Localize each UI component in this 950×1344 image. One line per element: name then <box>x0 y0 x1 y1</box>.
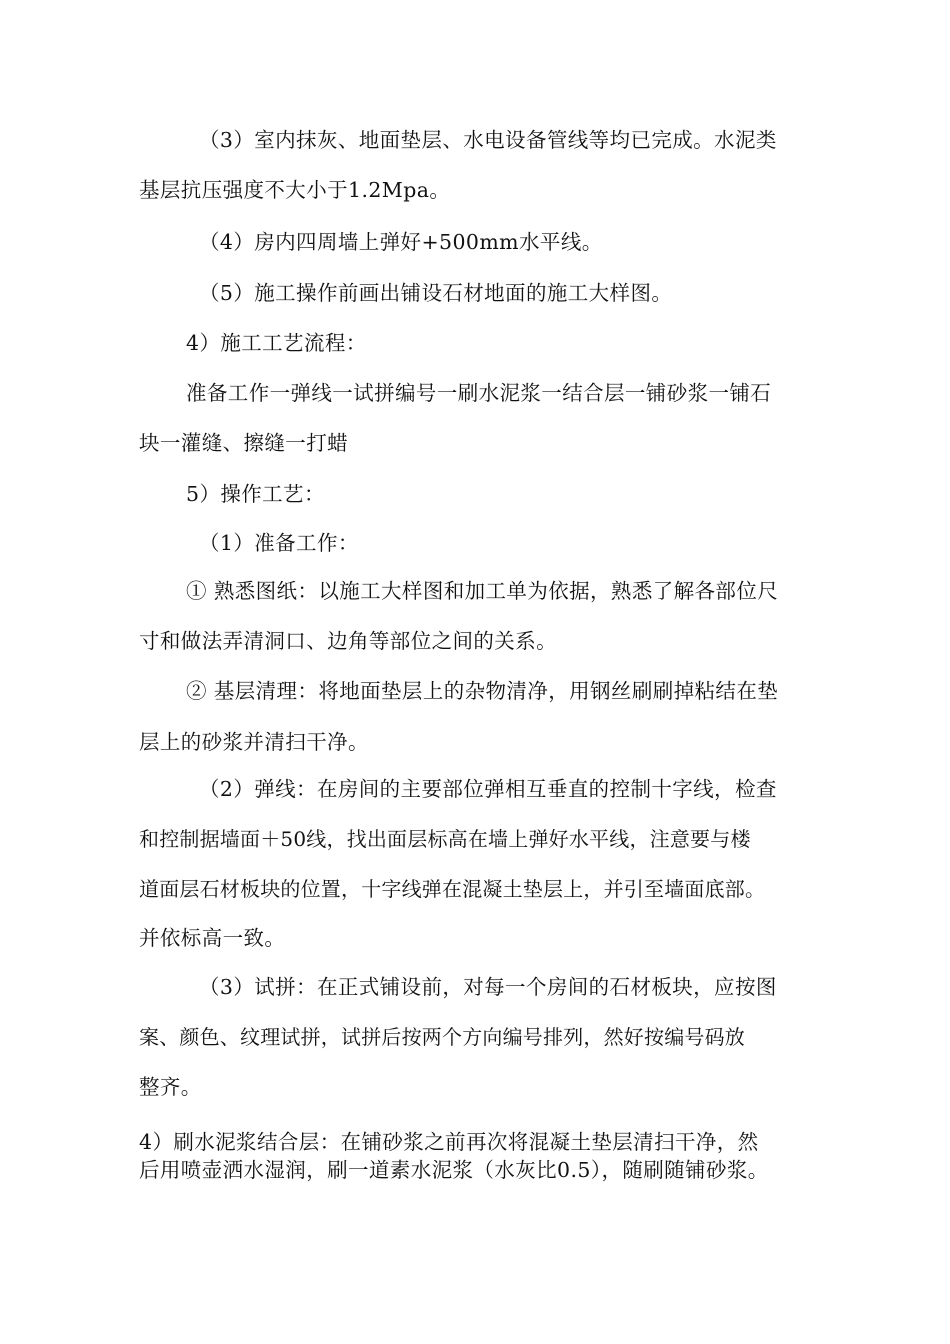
text-line-11: 寸和做法弄清洞口、边角等部位之间的关系。 <box>139 629 557 653</box>
text-line-1: （3）室内抹灰、地面垫层、水电设备管线等均已完成。水泥类 <box>199 128 777 152</box>
text-line-16: 道面层石材板块的位置，十字线弹在混凝土垫层上，并引至墙面底部。 <box>139 877 766 901</box>
text-line-5: 4）施工工艺流程： <box>186 331 367 355</box>
text-line-21: 4）刷水泥浆结合层：在铺砂浆之前再次将混凝土垫层清扫干净，然 <box>139 1130 759 1154</box>
text-line-3: （4）房内四周墙上弹好+500mm水平线。 <box>199 230 603 254</box>
text-line-6: 准备工作一弹线一试拼编号一刷水泥浆一结合层一铺砂浆一铺石 <box>186 381 772 405</box>
text-line-12: ② 基层清理：将地面垫层上的杂物清净，用钢丝刷刷掉粘结在垫 <box>186 679 779 703</box>
text-line-20: 整齐。 <box>139 1075 202 1099</box>
text-line-19: 案、颜色、纹理试拼，试拼后按两个方向编号排列，然好按编号码放 <box>139 1025 745 1049</box>
text-line-2: 基层抗压强度不大小于1.2Mpa。 <box>139 178 451 202</box>
text-line-7: 块一灌缝、擦缝一打蜡 <box>139 431 348 455</box>
text-line-4: （5）施工操作前画出铺设石材地面的施工大样图。 <box>199 281 673 305</box>
text-line-10: ① 熟悉图纸：以施工大样图和加工单为依据，熟悉了解各部位尺 <box>186 579 779 603</box>
text-line-17: 并依标高一致。 <box>139 926 286 950</box>
text-line-22: 后用喷壶洒水湿润，刷一道素水泥浆（水灰比0.5），随刷随铺砂浆。 <box>139 1158 769 1182</box>
text-line-14: （2）弹线：在房间的主要部位弹相互垂直的控制十字线，检查 <box>199 777 777 801</box>
text-line-18: （3）试拼：在正式铺设前，对每一个房间的石材板块，应按图 <box>199 975 777 999</box>
text-line-13: 层上的砂浆并清扫干净。 <box>139 730 369 754</box>
text-line-15: 和控制据墙面＋50线，找出面层标高在墙上弹好水平线，注意要与楼 <box>139 827 751 851</box>
text-line-8: 5）操作工艺： <box>186 482 325 506</box>
text-line-9: （1）准备工作： <box>199 531 359 555</box>
